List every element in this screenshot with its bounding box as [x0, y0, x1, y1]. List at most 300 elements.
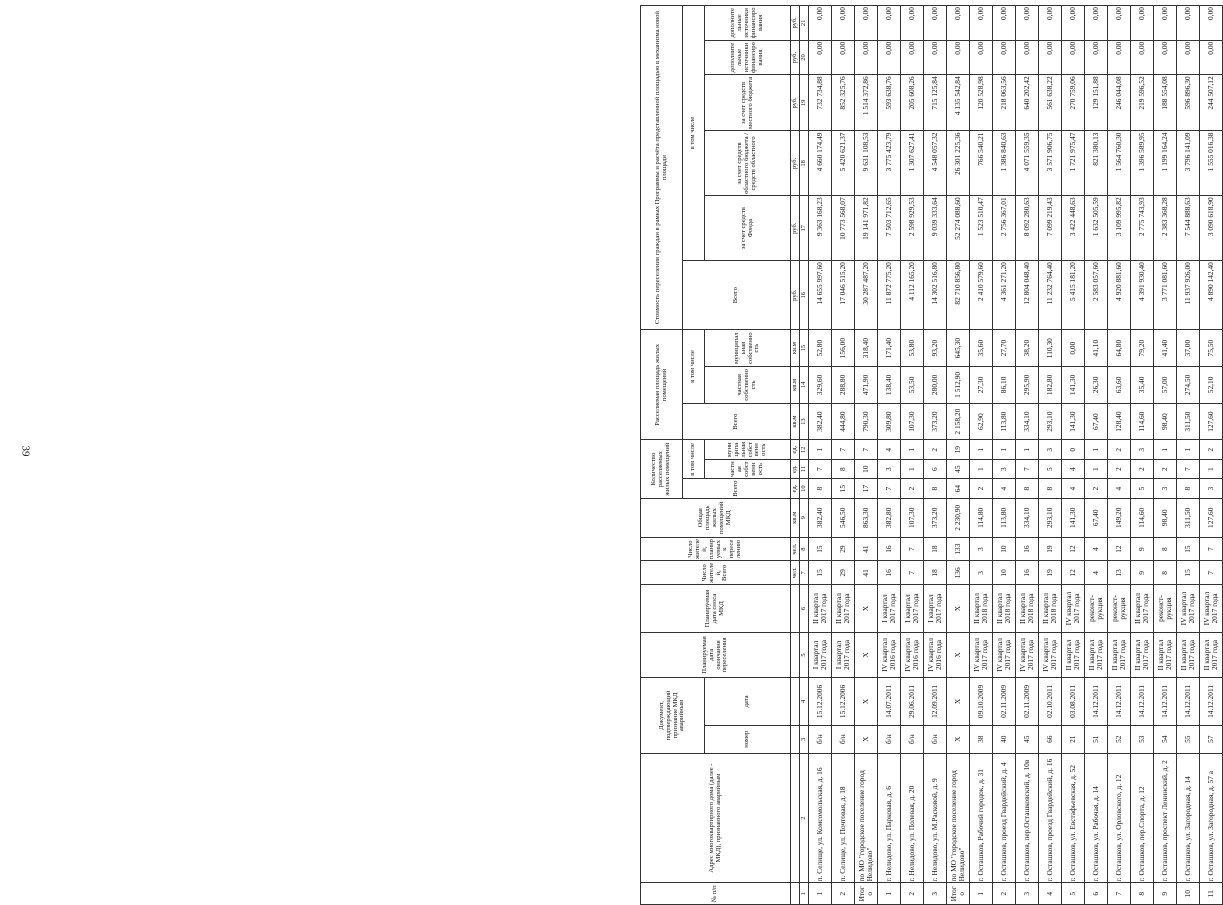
table-cell: 7 — [1177, 459, 1200, 478]
table-cell: г. Осташков, проспект Ленинский, д. 2 — [1154, 753, 1177, 883]
table-cell: 7 — [1200, 537, 1223, 561]
table-cell: 293,10 — [1039, 403, 1062, 440]
table-cell: II квартал 2017 года — [1131, 585, 1154, 633]
table-cell: 329,60 — [809, 367, 832, 404]
header-cost-fund: за счет средств Фонда — [705, 196, 791, 261]
table-row — [1062, 6, 1085, 905]
table-cell: 3 — [878, 459, 901, 478]
table-cell: 0,00 — [1062, 6, 1085, 41]
table-cell: 382,40 — [809, 498, 832, 537]
table-cell: 4 — [993, 479, 1016, 498]
table-cell: IV квартал 2017 года — [1016, 632, 1039, 677]
table-cell: IV квартал 2017 года — [1062, 585, 1085, 633]
table-cell: 138,40 — [878, 367, 901, 404]
table-cell: 3 — [1154, 479, 1177, 498]
table-cell: 0,00 — [924, 40, 947, 75]
table-cell: 7 503 712,65 — [878, 196, 901, 261]
table-cell: 127,60 — [1200, 498, 1223, 537]
table-cell: 114,80 — [970, 498, 993, 537]
table-cell: 10 — [993, 561, 1016, 585]
header-cost-incl: в том числе — [683, 6, 705, 261]
table-cell: II квартал 2017 года — [1085, 632, 1108, 677]
table-cell: 8 — [1154, 537, 1177, 561]
column-number-cell: 3 — [800, 725, 809, 753]
table-cell: 7 — [901, 537, 924, 561]
table-cell: 41,40 — [1154, 330, 1177, 367]
table-cell: б/н — [878, 725, 901, 753]
table-cell: 35,40 — [1131, 367, 1154, 404]
table-cell: 0,00 — [832, 6, 855, 41]
table-cell: 218 063,56 — [993, 75, 1016, 131]
column-number-cell: 11 — [800, 459, 809, 478]
table-cell: 3 775 423,79 — [878, 131, 901, 196]
table-cell: 2 — [1108, 459, 1131, 478]
table-cell: 732 734,88 — [809, 75, 832, 131]
table-cell: 5 420 621,37 — [832, 131, 855, 196]
table-cell: 219 596,52 — [1131, 75, 1154, 131]
table-cell: б/н — [809, 725, 832, 753]
table-cell: реконст-рукция — [1108, 585, 1131, 633]
table-cell: 7 — [832, 440, 855, 459]
column-numbers-row — [800, 6, 809, 905]
table-row — [878, 6, 901, 905]
table-cell: 3 — [970, 537, 993, 561]
table-cell: 0,00 — [1108, 6, 1131, 41]
table-row — [1200, 6, 1223, 905]
table-cell: 9 631 108,53 — [855, 131, 878, 196]
column-number-cell: 7 — [800, 561, 809, 585]
header-cost-total: Всего — [683, 261, 791, 330]
table-cell: 4 — [1108, 479, 1131, 498]
table-cell: по МО "городское поселение город Нелидово" — [855, 753, 878, 883]
table-cell: 182,80 — [1039, 367, 1062, 404]
table-cell: IV квартал 2016 года — [924, 632, 947, 677]
table-cell: Итого — [947, 883, 970, 905]
table-cell: 7 — [1016, 459, 1039, 478]
table-cell: 27,30 — [970, 367, 993, 404]
table-cell: г. Осташков, ул. Евстафьевская, д. 52 — [1062, 753, 1085, 883]
table-cell: 141,30 — [1062, 498, 1085, 537]
table-cell: 3 — [970, 561, 993, 585]
header-doc-date: дата — [705, 678, 791, 726]
table-cell: 561 638,22 — [1039, 75, 1062, 131]
table-cell: 444,80 — [832, 403, 855, 440]
unit-cell: руб. — [791, 40, 800, 75]
table-cell: 14.12.2011 — [1131, 678, 1154, 726]
table-cell: 244 507,12 — [1200, 75, 1223, 131]
table-cell: 596 896,30 — [1177, 75, 1200, 131]
table-cell: 0,00 — [855, 40, 878, 75]
table-cell: г. Осташков, пер.Спорта, д. 12 — [1131, 753, 1154, 883]
table-cell: 1 — [970, 459, 993, 478]
header-cost-add-regional: дополнительные источники финансирования — [705, 40, 791, 75]
unit-cell — [791, 725, 800, 753]
unit-cell: кв.м — [791, 330, 800, 367]
table-cell: 1 523 510,47 — [970, 196, 993, 261]
table-cell: 2 — [924, 440, 947, 459]
table-cell: 11 872 775,20 — [878, 261, 901, 330]
table-cell: 1 — [809, 440, 832, 459]
table-cell: 30 287 487,20 — [855, 261, 878, 330]
table-cell: 7 — [1108, 883, 1131, 905]
column-number-cell: 8 — [800, 537, 809, 561]
table-cell: 0,00 — [1062, 330, 1085, 367]
table-cell: 373,20 — [924, 403, 947, 440]
table-cell: 63,60 — [1108, 367, 1131, 404]
unit-cell — [791, 883, 800, 905]
table-cell: 14.12.2011 — [1108, 678, 1131, 726]
table-cell: 1 564 760,30 — [1108, 131, 1131, 196]
table-cell: 1 — [1177, 440, 1200, 459]
table-cell: 382,80 — [878, 498, 901, 537]
table-cell: 2 583 057,60 — [1085, 261, 1108, 330]
table-cell: IV квартал 2016 года — [901, 632, 924, 677]
table-cell: 2 230,90 — [947, 498, 970, 537]
table-cell: 3 — [1200, 479, 1223, 498]
table-cell: X — [947, 725, 970, 753]
table-cell: 8 — [924, 479, 947, 498]
table-cell: 9 363 168,23 — [809, 196, 832, 261]
table-cell: I квартал 2017 года — [878, 585, 901, 633]
table-cell: 10 773 568,07 — [832, 196, 855, 261]
table-cell: 79,20 — [1131, 330, 1154, 367]
table-cell: 2 — [993, 883, 1016, 905]
column-number-cell: 21 — [800, 6, 809, 41]
column-number-cell: 6 — [800, 585, 809, 633]
unit-cell — [791, 753, 800, 883]
table-cell: 4 548 057,32 — [924, 131, 947, 196]
unit-cell: ед. — [791, 459, 800, 478]
table-cell: 19 141 971,82 — [855, 196, 878, 261]
table-cell: 107,30 — [901, 403, 924, 440]
table-cell: 15.12.2006 — [832, 678, 855, 726]
table-cell: IV квартал 2017 года — [1039, 632, 1062, 677]
table-cell: 0,00 — [901, 6, 924, 41]
table-cell: 14.12.2011 — [1200, 678, 1223, 726]
table-cell: 16 — [1016, 561, 1039, 585]
table-cell: II квартал 2018 года — [1039, 585, 1062, 633]
table-cell: 2 — [1108, 440, 1131, 459]
table-cell: 1 — [970, 440, 993, 459]
table-cell: п. Селище, ул. Почтовая, д. 18 — [832, 753, 855, 883]
table-cell: II квартал 2018 года — [993, 585, 1016, 633]
table-cell: 3 796 141,09 — [1177, 131, 1200, 196]
table-cell: 16 — [878, 537, 901, 561]
table-cell: по МО "городское поселение город Нелидово" — [947, 753, 970, 883]
header-rooms-incl: в том числе — [683, 440, 705, 479]
table-cell: 2 383 368,28 — [1154, 196, 1177, 261]
table-cell: г. Нелидово, ул. Парковая, д. 6 — [878, 753, 901, 883]
table-cell: 128,40 — [1108, 403, 1131, 440]
table-cell: 26,30 — [1085, 367, 1108, 404]
table-cell: 9 — [1131, 537, 1154, 561]
table-cell: 37,00 — [1177, 330, 1200, 367]
column-number-cell: 17 — [800, 196, 809, 261]
table-cell: 4 890 142,40 — [1200, 261, 1223, 330]
table-cell: 3 109 995,82 — [1108, 196, 1131, 261]
table-cell: п. Селище, ул. Комсомольская, д. 16 — [809, 753, 832, 883]
table-cell: 75,50 — [1200, 330, 1223, 367]
table-cell: 4 — [1062, 459, 1085, 478]
table-cell: 93,20 — [924, 330, 947, 367]
table-cell: 0,00 — [1154, 6, 1177, 41]
table-cell: 136 — [947, 561, 970, 585]
table-cell: 52 274 088,60 — [947, 196, 970, 261]
table-cell: II квартал 2018 года — [970, 585, 993, 633]
table-cell: 114,60 — [1131, 403, 1154, 440]
table-cell: г. Осташков, проезд Гвардейский, д. 4 — [993, 753, 1016, 883]
table-cell: 5 — [1062, 883, 1085, 905]
table-cell: X — [947, 678, 970, 726]
table-cell: I квартал 2017 года — [832, 632, 855, 677]
table-cell: 821 380,13 — [1085, 131, 1108, 196]
header-total-area: Общая площадь жилых помещений МКД — [641, 498, 791, 537]
table-cell: 0,00 — [970, 6, 993, 41]
unit-cell: руб. — [791, 6, 800, 41]
table-cell: 2 — [1200, 440, 1223, 459]
table-cell: X — [855, 632, 878, 677]
table-cell: 1 — [1085, 440, 1108, 459]
table-cell: 5 — [1131, 479, 1154, 498]
table-cell: 53,80 — [901, 330, 924, 367]
table-cell: 67,40 — [1085, 403, 1108, 440]
table-cell: 19 — [1039, 561, 1062, 585]
table-cell: 0,00 — [1039, 40, 1062, 75]
table-cell: 1 721 975,47 — [1062, 131, 1085, 196]
header-rooms-municipal: муниципальная собственность — [705, 440, 791, 459]
table-cell: 53,50 — [901, 367, 924, 404]
table-cell: II квартал 2018 года — [1016, 585, 1039, 633]
column-number-cell: 18 — [800, 131, 809, 196]
column-number-cell: 10 — [800, 479, 809, 498]
table-cell: 45 — [1016, 725, 1039, 753]
table-cell: 98,40 — [1154, 498, 1177, 537]
table-cell: 0,00 — [1177, 40, 1200, 75]
table-cell: 14 655 997,60 — [809, 261, 832, 330]
table-cell: 21 — [1062, 725, 1085, 753]
table-cell: IV квартал 2017 года — [993, 632, 1016, 677]
table-cell: 51 — [1085, 725, 1108, 753]
table-cell: 18 — [924, 537, 947, 561]
table-cell: II квартал 2017 года — [1131, 632, 1154, 677]
table-cell: 295,90 — [1016, 367, 1039, 404]
table-cell: I квартал 2017 года — [924, 585, 947, 633]
table-cell: 790,30 — [855, 403, 878, 440]
table-cell: 17 — [855, 479, 878, 498]
table-cell: 86,10 — [993, 367, 1016, 404]
table-cell: X — [947, 585, 970, 633]
table-cell: 3 — [993, 459, 1016, 478]
table-cell: 0,00 — [993, 6, 1016, 41]
table-cell: 114,60 — [1131, 498, 1154, 537]
header-area-private: частная собственность — [705, 367, 791, 404]
table-cell: 8 — [1154, 561, 1177, 585]
table-cell: г. Осташков, ул. Загородная, д. 14 — [1177, 753, 1200, 883]
table-cell: 7 — [901, 561, 924, 585]
table-cell: 10 — [855, 459, 878, 478]
table-cell: 2 598 929,53 — [901, 196, 924, 261]
table-cell: 0,00 — [1131, 40, 1154, 75]
table-cell: г. Нелидово, ул. М.Расковой, д. 9 — [924, 753, 947, 883]
table-cell: 133 — [947, 537, 970, 561]
table-cell: г. Осташков, проезд Гвардейский, д. 16 — [1039, 753, 1062, 883]
table-cell: 309,80 — [878, 403, 901, 440]
table-cell: 14.12.2011 — [1085, 678, 1108, 726]
unit-cell — [791, 678, 800, 726]
table-cell: б/н — [924, 725, 947, 753]
header-area-incl: в том числе — [683, 330, 705, 404]
table-cell: 2 — [832, 883, 855, 905]
table-cell: 1 — [993, 440, 1016, 459]
header-address: Адрес многоквартирного дома (далее - МКД), признанного аварийным — [641, 753, 791, 883]
table-cell: 10 — [1177, 883, 1200, 905]
table-cell: 4 — [878, 440, 901, 459]
table-cell: 334,10 — [1016, 498, 1039, 537]
header-row-number: № п/п — [641, 883, 791, 905]
table-cell: 6 — [924, 459, 947, 478]
table-cell: 12 — [1062, 537, 1085, 561]
table-cell: 0,00 — [1016, 6, 1039, 41]
table-row — [901, 6, 924, 905]
table-cell: 54 — [1154, 725, 1177, 753]
table-cell: 4 920 881,60 — [1108, 261, 1131, 330]
header-area-total: Всего — [683, 403, 791, 440]
table-cell: 127,60 — [1200, 403, 1223, 440]
table-cell: 7 544 888,63 — [1177, 196, 1200, 261]
table-cell: 382,40 — [809, 403, 832, 440]
unit-cell: руб. — [791, 261, 800, 330]
table-cell: 64 — [947, 479, 970, 498]
table-cell: 9 — [1154, 883, 1177, 905]
table-cell: 8 — [832, 459, 855, 478]
table-cell: 8 — [1131, 883, 1154, 905]
table-cell: 4 — [1085, 561, 1108, 585]
table-cell: 14.12.2011 — [1177, 678, 1200, 726]
table-cell: 18 — [924, 561, 947, 585]
table-cell: 62,90 — [970, 403, 993, 440]
table-cell: г. Нелидово, ул. Полевая, д. 20 — [901, 753, 924, 883]
table-row — [993, 6, 1016, 905]
table-cell: 8 — [1039, 479, 1062, 498]
table-cell: 15.12.2006 — [809, 678, 832, 726]
header-resettled-area-group: Расселяемая площадь жилых помещений — [641, 330, 683, 440]
table-cell: 1 555 016,38 — [1200, 131, 1223, 196]
table-cell: 2 756 367,01 — [993, 196, 1016, 261]
table-cell: 129 151,88 — [1085, 75, 1108, 131]
table-cell: реконст-рукция — [1085, 585, 1108, 633]
table-cell: 0,00 — [1108, 40, 1131, 75]
table-cell: 03.08.2011 — [1062, 678, 1085, 726]
unit-cell: ед. — [791, 440, 800, 459]
table-cell: 09.10.2009 — [970, 678, 993, 726]
table-cell: IV квартал 2016 года — [878, 632, 901, 677]
table-cell: II квартал 2017 года — [1108, 632, 1131, 677]
table-cell: 1 — [970, 883, 993, 905]
table-cell: 9 — [1131, 561, 1154, 585]
unit-cell: кв.м — [791, 498, 800, 537]
unit-cell: руб. — [791, 131, 800, 196]
table-cell: б/н — [832, 725, 855, 753]
table-cell: II квартал 2017 года — [809, 585, 832, 633]
table-cell: 7 — [855, 440, 878, 459]
table-cell: реконст-рукция — [1154, 585, 1177, 633]
header-planned-end: Планируемая дата окончания переселения — [641, 632, 791, 677]
column-number-cell: 13 — [800, 403, 809, 440]
table-cell: 4 071 559,35 — [1016, 131, 1039, 196]
table-cell: 55 — [1177, 725, 1200, 753]
table-cell: 1 514 372,86 — [855, 75, 878, 131]
table-cell: IV квартал 2017 года — [1200, 585, 1223, 633]
column-number-cell: 4 — [800, 678, 809, 726]
table-cell: 2 775 743,93 — [1131, 196, 1154, 261]
table-cell: 0,00 — [878, 40, 901, 75]
table-row — [947, 6, 970, 905]
table-cell: 288,80 — [832, 367, 855, 404]
header-cost-group: Стоимость переселения граждан в рамках Программы и расчёта представленной площадью в механизма новой площади — [641, 6, 683, 330]
table-cell: 293,10 — [1039, 498, 1062, 537]
table-cell: 141,30 — [1062, 403, 1085, 440]
header-rooms-group: Количество расселяемых жилых помещений — [641, 440, 683, 498]
table-cell: 2 — [1085, 479, 1108, 498]
table-cell: 715 125,84 — [924, 75, 947, 131]
table-cell: 19 — [1039, 537, 1062, 561]
table-cell: 3 — [1131, 440, 1154, 459]
table-cell: 156,00 — [832, 330, 855, 367]
table-cell: 53 — [1131, 725, 1154, 753]
table-cell: 4 391 930,40 — [1131, 261, 1154, 330]
table-cell: 863,30 — [855, 498, 878, 537]
table-cell: Итого — [855, 883, 878, 905]
table-row — [924, 6, 947, 905]
table-cell: 1 396 589,95 — [1131, 131, 1154, 196]
table-cell: 8 — [1177, 479, 1200, 498]
table-cell: 1 — [901, 459, 924, 478]
table-cell: 29 — [832, 537, 855, 561]
table-cell: 41 — [855, 537, 878, 561]
table-cell: 67,40 — [1085, 498, 1108, 537]
table-cell: 7 099 219,43 — [1039, 196, 1062, 261]
table-cell: 0,00 — [1085, 40, 1108, 75]
table-cell: 3 571 906,75 — [1039, 131, 1062, 196]
table-cell: 26 301 225,36 — [947, 131, 970, 196]
table-cell: 0,00 — [901, 40, 924, 75]
table-row — [1108, 6, 1131, 905]
table-cell: 15 — [809, 537, 832, 561]
table-cell: II квартал 2017 года — [1200, 632, 1223, 677]
table-row — [1177, 6, 1200, 905]
table-cell: 8 — [1016, 479, 1039, 498]
unit-cell: ед. — [791, 479, 800, 498]
table-cell: 5 415 181,20 — [1062, 261, 1085, 330]
table-cell: II квартал 2017 года — [1062, 632, 1085, 677]
header-area-municipal: муниципальная собственность — [705, 330, 791, 367]
table-cell: X — [947, 632, 970, 677]
table-cell: 107,30 — [901, 498, 924, 537]
table-cell: 8 — [809, 479, 832, 498]
header-cost-add-sources: дополнительные источники финансирования — [705, 6, 791, 41]
header-cost-regional: за счет средств областного бюджета / средств областного — [705, 131, 791, 196]
table-cell: 12 — [1062, 561, 1085, 585]
table-cell: 471,90 — [855, 367, 878, 404]
unit-cell: чел. — [791, 537, 800, 561]
table-cell: 0,00 — [878, 6, 901, 41]
table-cell: 35,60 — [970, 330, 993, 367]
column-number-cell: 5 — [800, 632, 809, 677]
table-cell: 311,50 — [1177, 498, 1200, 537]
table-cell: 15 — [809, 561, 832, 585]
table-cell: 0,00 — [809, 40, 832, 75]
table-cell: 0,00 — [947, 40, 970, 75]
